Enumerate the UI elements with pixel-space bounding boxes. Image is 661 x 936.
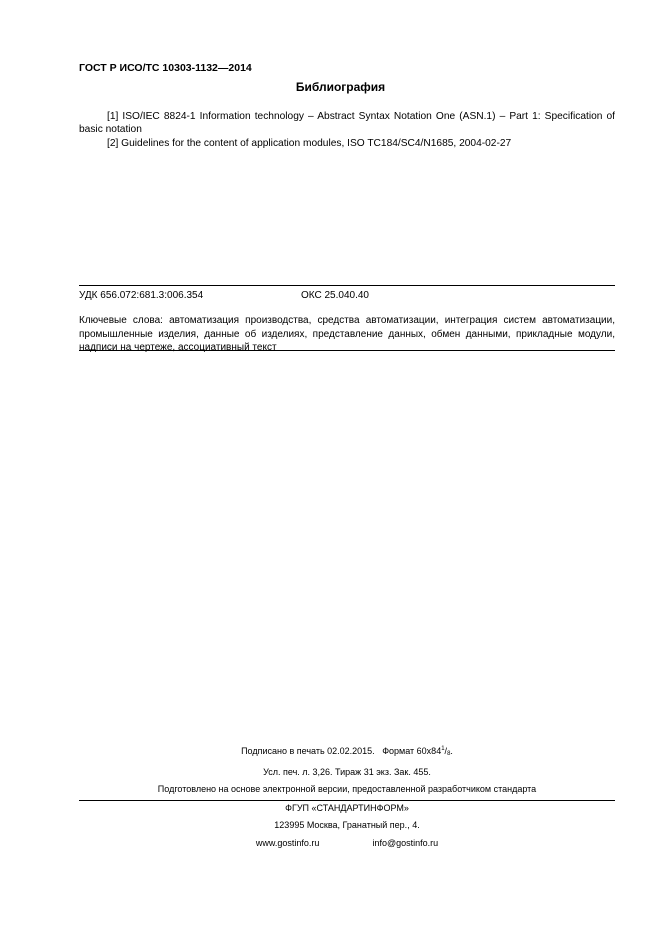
bibliography-entry (79, 110, 615, 136)
contacts-line (79, 838, 615, 848)
signed-date: Подписано в печать 02.02.2015. (241, 746, 375, 756)
bibliography-title: Библиография (295, 80, 386, 94)
keywords-paragraph: Ключевые слова: автоматизация производства, средства автоматизации, интеграция систем автоматизации, промышленные изделия, данные об изделиях, представление данных, обмен данными, прикладные модули, надписи на чертеже, ассоциативный текст (79, 315, 615, 353)
website-link[interactable]: www.gostinfo.ru (255, 838, 320, 848)
entry-number: [2] (107, 138, 119, 149)
prepared-line: Подготовлено на основе электронной версии, предоставленной разработчиком стандарта (157, 784, 537, 794)
publisher-address: 123995 Москва, Гранатный пер., 4. (274, 820, 420, 830)
bibliography-entry (79, 137, 615, 150)
email-link[interactable]: info@gostinfo.ru (372, 838, 439, 848)
entry-text: ISO/IEC 8824-1 Information technology – Abstract Syntax Notation One (ASN.1) – Part 1: Specification of basic notation (79, 111, 615, 135)
divider-top (79, 285, 615, 286)
udk-code: УДК 656.072:681.3:006.354 (79, 290, 204, 301)
format-label: Формат 60x84 (382, 746, 442, 756)
oks-code: ОКС 25.040.40 (301, 290, 369, 301)
print-sheets-line: Усл. печ. л. 3,26. Тираж 31 экз. Зак. 455. (263, 767, 431, 777)
document-code: ГОСТ Р ИСО/ТС 10303-1132—2014 (79, 62, 252, 74)
format-numerator: 1 (441, 746, 445, 752)
imprint-signed-line: Подписано в печать 02.02.2015. Формат $60x84^1/_8$. (241, 746, 453, 757)
entry-number: [1] (107, 111, 119, 122)
entry-text: Guidelines for the content of application modules, ISO TC184/SC4/N1685, 2004-02-27 (121, 138, 512, 149)
format-end: . (450, 746, 453, 756)
format-denominator: 8 (447, 751, 451, 757)
divider-keywords (79, 350, 615, 351)
publisher-name: ФГУП «СТАНДАРТИНФОРМ» (285, 803, 409, 813)
divider-imprint (79, 800, 615, 801)
